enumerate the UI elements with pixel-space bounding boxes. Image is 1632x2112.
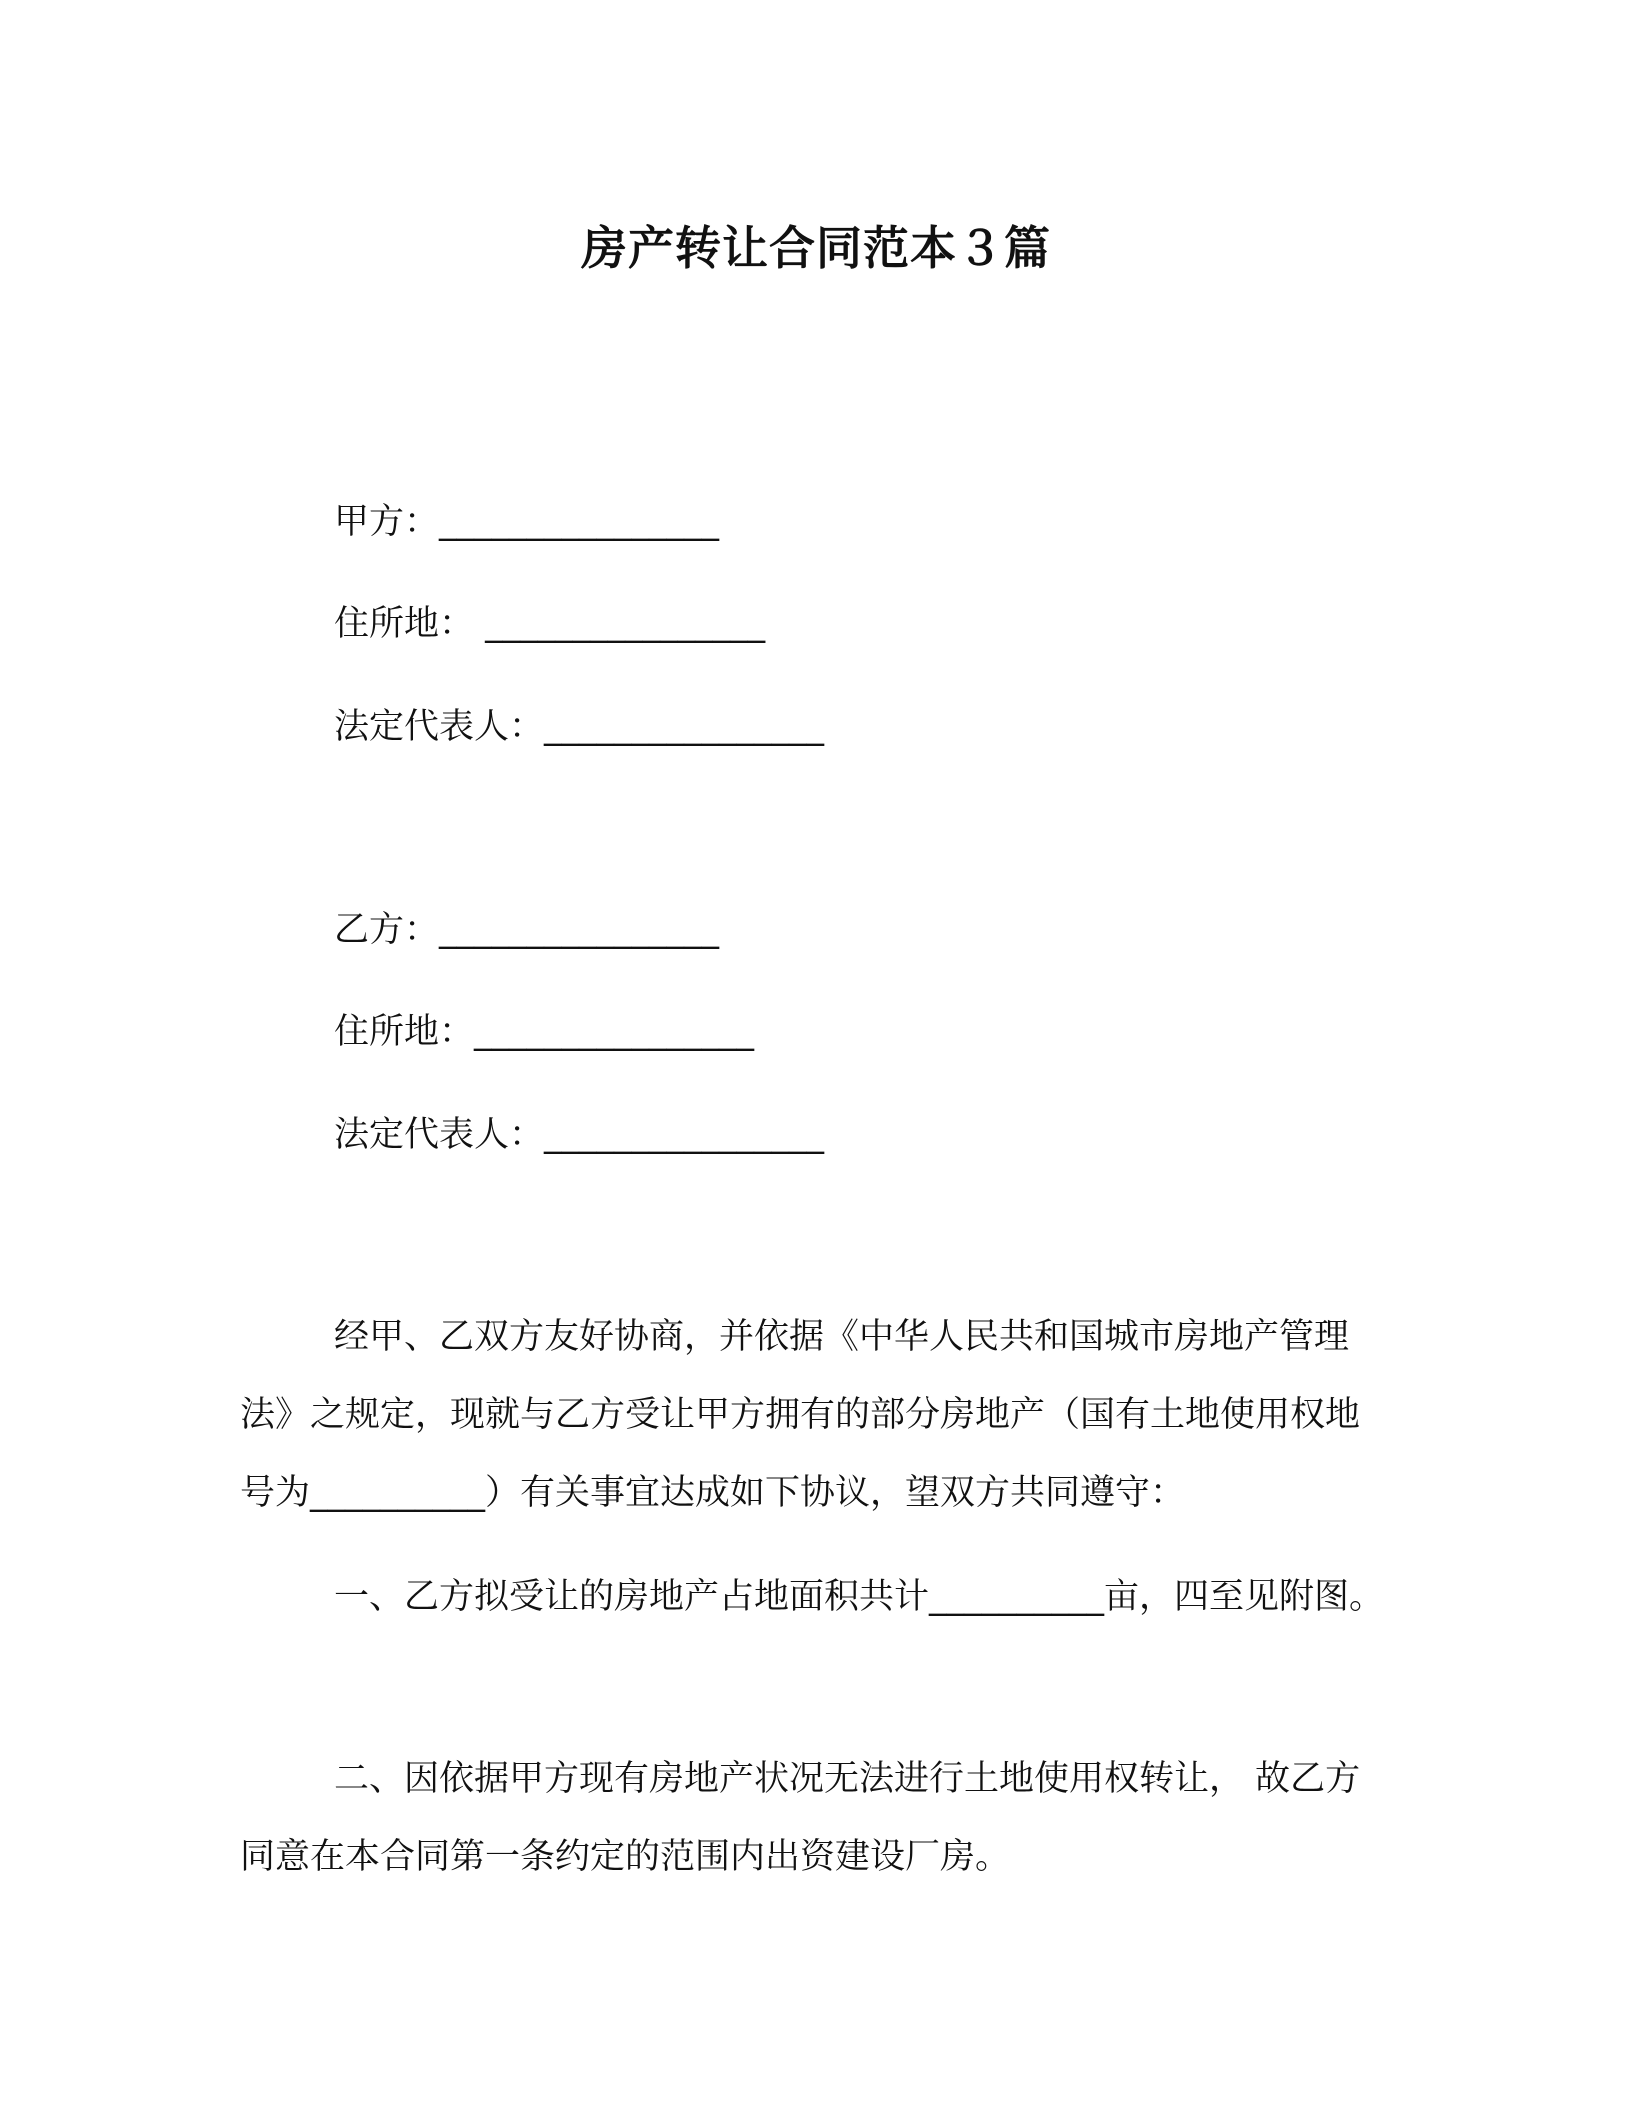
party-a-representative-field: 法定代表人：________________ (334, 707, 825, 747)
party-a-address-field: 住所地： ________________ (334, 604, 766, 644)
paragraph-clause-2: 二、因依据甲方现有房地产状况无法进行土地使用权转让， 故乙方同意在本合同第一条约定的范围内出资建设厂房。 (240, 1759, 1361, 1877)
party-b-name-field: 乙方：________________ (334, 910, 720, 950)
party-b-representative-field: 法定代表人：________________ (334, 1115, 825, 1155)
paragraph-preamble: 经甲、乙双方友好协商，并依据《中华人民共和国城市房地产管理法》之规定，现就与乙方受让甲方拥有的部分房地产（国有土地使用权地号为__________）有关事宜达成如下协议，望双方共同遵守： (240, 1317, 1361, 1513)
document-title: 房产转让合同范本３篇 (581, 221, 1051, 275)
party-a-name-field: 甲方：________________ (334, 502, 720, 542)
paragraph-clause-1: 一、乙方拟受让的房地产占地面积共计__________亩，四至见附图。 (334, 1577, 1385, 1617)
party-b-address-field: 住所地：________________ (334, 1012, 755, 1052)
